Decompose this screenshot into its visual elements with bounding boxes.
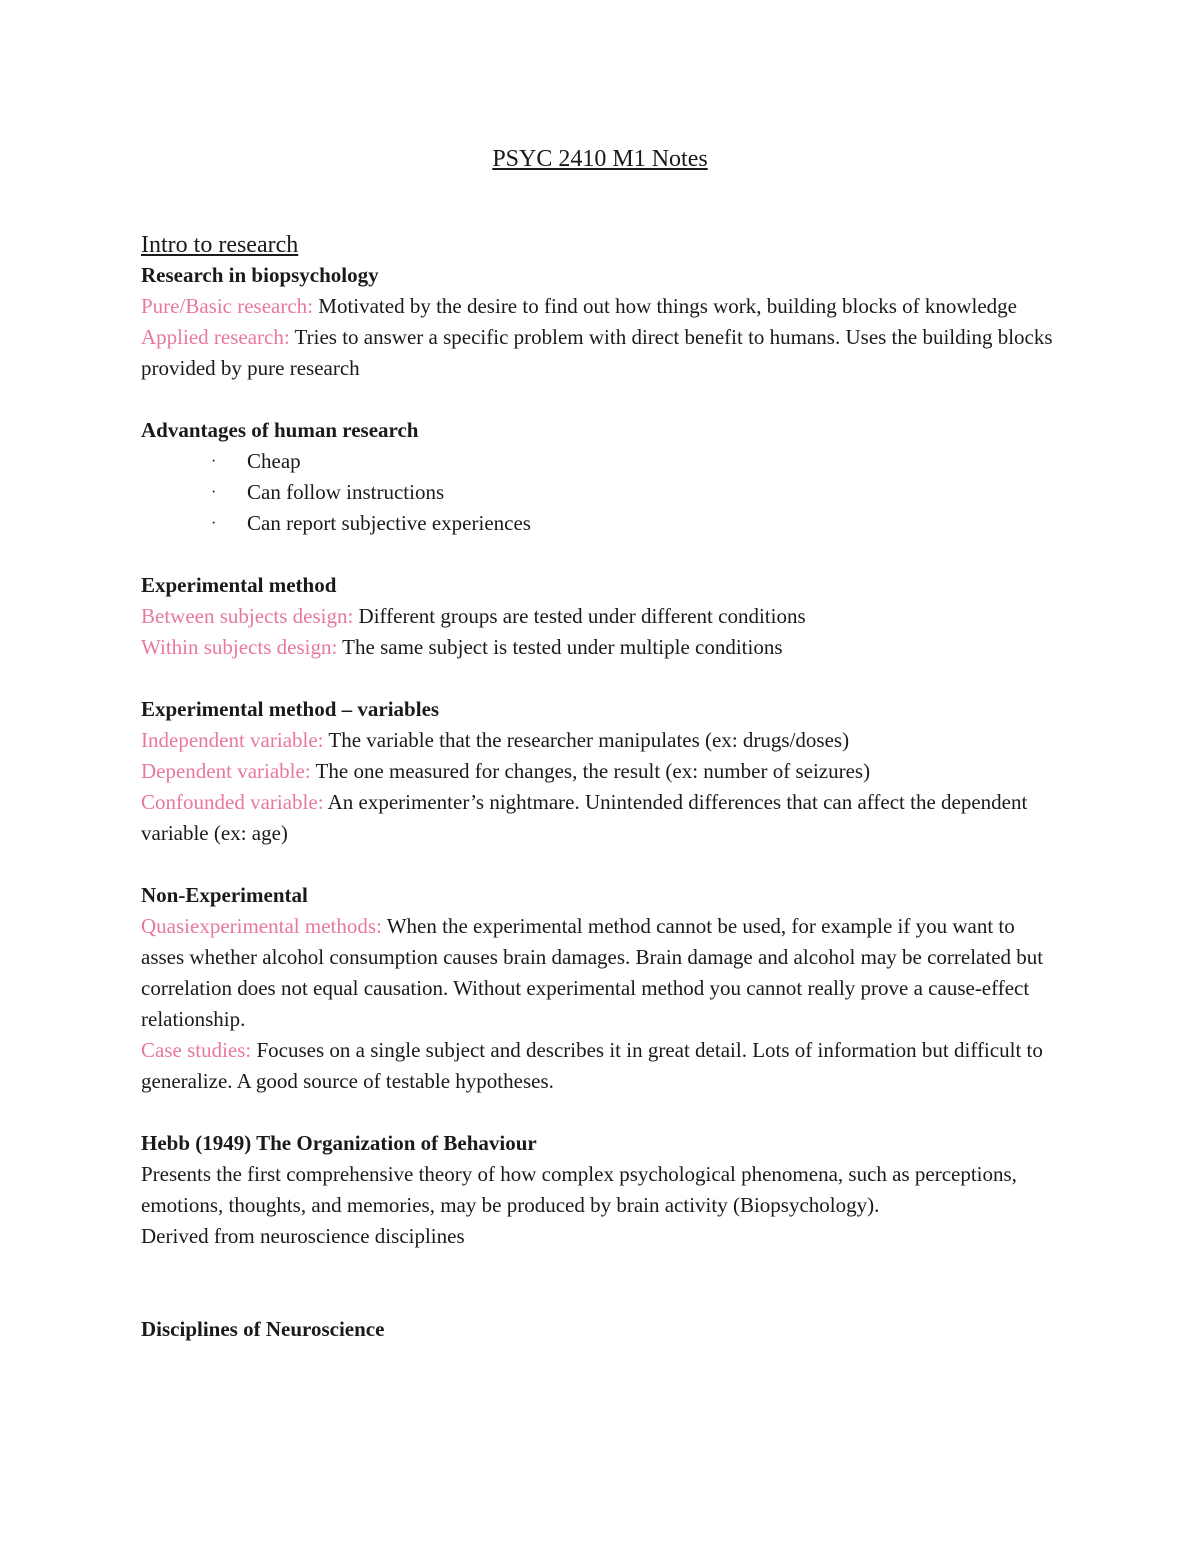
definition-pure-research: [141, 291, 1061, 322]
term-label: Case studies:: [141, 1038, 252, 1062]
term-label: Confounded variable:: [141, 790, 324, 814]
definition-confounded-variable: [141, 787, 1061, 849]
definition-between-subjects: [141, 601, 1061, 632]
term-label: Pure/Basic research:: [141, 294, 314, 318]
definition-independent-variable: [141, 725, 1061, 756]
heading-disciplines: Disciplines of Neuroscience: [141, 1317, 385, 1341]
list-item-text: Can report subjective experiences: [247, 511, 531, 535]
term-label: Independent variable:: [141, 728, 324, 752]
heading-advantages: Advantages of human research: [141, 418, 419, 442]
definition-dependent-variable: [141, 756, 1061, 787]
list-item-text: Cheap: [247, 449, 301, 473]
heading-hebb: Hebb (1949) The Organization of Behaviour: [141, 1131, 537, 1155]
definition-case-studies: [141, 1035, 1061, 1097]
term-label: Applied research:: [141, 325, 290, 349]
list-item: [141, 446, 1061, 477]
definition-text: Different groups are tested under different conditions: [353, 604, 806, 628]
heading-non-experimental: Non-Experimental: [141, 883, 308, 907]
definition-text: An experimenter’s nightmare. Unintended differences that can affect the dependent variable (ex: age): [141, 790, 1028, 845]
definition-text: Focuses on a single subject and describes it in great detail. Lots of information but difficult to generalize. A good source of testable hypotheses.: [141, 1038, 1043, 1093]
section-heading-intro: Intro to research: [141, 232, 299, 258]
bullet-icon: ·: [211, 515, 217, 532]
term-label: Between subjects design:: [141, 604, 354, 628]
definition-applied-research: [141, 322, 1061, 384]
hebb-paragraph: Presents the first comprehensive theory of how complex psychological phenomena, such as perceptions, emotions, thoughts, and memories, may be produced by brain activity (Biopsychology).: [141, 1162, 1017, 1217]
term-label: Dependent variable:: [141, 759, 311, 783]
term-label: Quasiexperimental methods:: [141, 914, 382, 938]
term-label: Within subjects design:: [141, 635, 338, 659]
list-item-text: Can follow instructions: [247, 480, 445, 504]
bullet-icon: ·: [211, 453, 217, 470]
definition-text: When the experimental method cannot be used, for example if you want to asses whether alcohol consumption causes brain damages. Brain damage and alcohol may be correlated but correlation does not equal causation. Without experimental method you cannot really prove a cause-effect relationship.: [141, 914, 1044, 1031]
definition-text: The variable that the researcher manipulates (ex: drugs/doses): [323, 728, 850, 752]
definition-quasiexperimental: [141, 911, 1061, 1035]
document-page: [141, 140, 1061, 1345]
bullet-icon: ·: [211, 484, 217, 501]
list-item: [141, 508, 1061, 539]
heading-research-in-biopsychology: Research in biopsychology: [141, 263, 379, 287]
definition-text: Motivated by the desire to find out how things work, building blocks of knowledge: [313, 294, 1018, 318]
heading-experimental-method: Experimental method: [141, 573, 337, 597]
advantages-list: [141, 446, 1061, 539]
definition-text: The one measured for changes, the result (ex: number of seizures): [310, 759, 871, 783]
definition-within-subjects: [141, 632, 1061, 663]
definition-text: Tries to answer a specific problem with direct benefit to humans. Uses the building blocks provided by pure research: [141, 325, 1053, 380]
heading-variables: Experimental method – variables: [141, 697, 440, 721]
list-item: [141, 477, 1061, 508]
definition-text: The same subject is tested under multiple conditions: [337, 635, 783, 659]
document-title: PSYC 2410 M1 Notes: [492, 146, 708, 172]
hebb-derived-line: Derived from neuroscience disciplines: [141, 1224, 465, 1248]
